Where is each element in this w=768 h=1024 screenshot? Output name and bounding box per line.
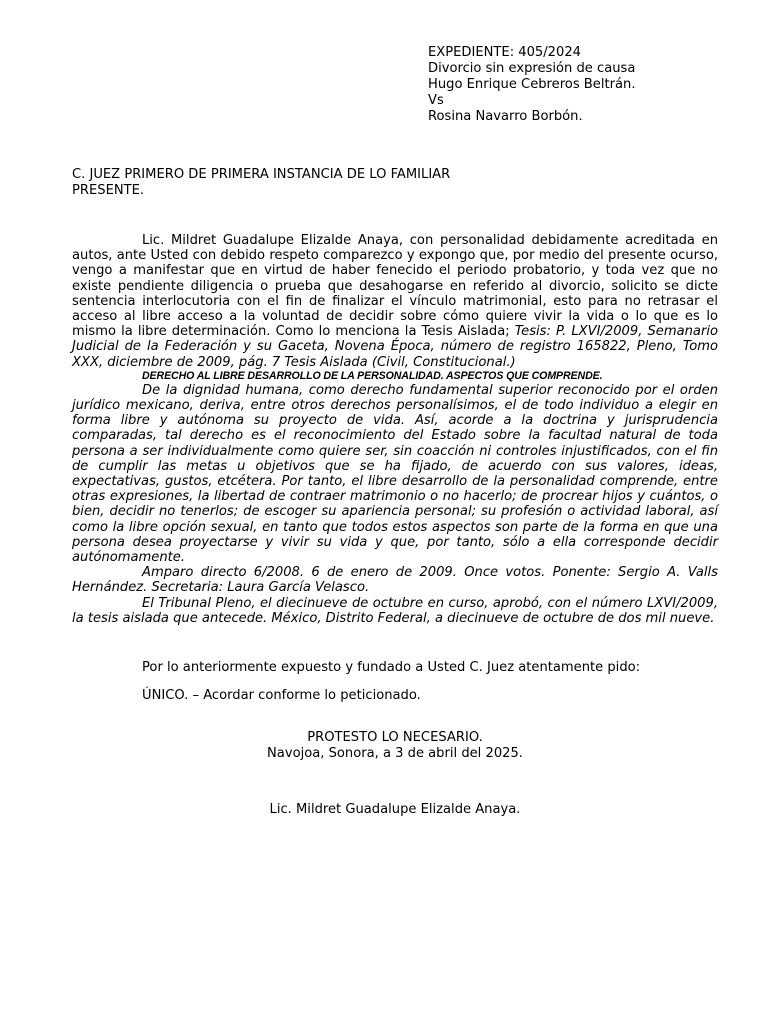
versus-label: Vs bbox=[428, 93, 444, 108]
thesis-text: De la dignidad humana, como derecho fundamental superior reconocido por el orden jurídico mexicano, deriva, entre otros derechos personalísimos, el de todo individuo a elegir en forma libre y autónoma su proyecto de vida. Así, acorde a la doctrina y jurisprudencia comparadas, tal derecho es el reconocimiento del Estado sobre la facultad natural de toda persona a ser individualmente como quiere ser, sin coacción ni controles injustificados, con el fin de cumplir las metas u objetivos que se ha fijado, de acuerdo con sus valores, ideas, expectativas, gustos, etcétera. Por tanto, el libre desarrollo de la personalidad comprende, entre otras expresiones, la libertad de contraer matrimonio o no hacerlo; de procrear hijos y cuántos, o bien, decidir no tenerlos; de escoger su apariencia personal; su profesión o actividad laboral, así como la libre opción sexual, en tanto que todos estos aspectos son parte de la forma en que una persona desea proyectarse y vivir su vida y que, por tanto, sólo a ella corresponde decidir autónomamente. bbox=[72, 382, 718, 566]
place-date-line: Navojoa, Sonora, a 3 de abril del 2025. bbox=[267, 746, 523, 761]
signature-name: Lic. Mildret Guadalupe Elizalde Anaya. bbox=[269, 802, 521, 817]
addressee-present: PRESENTE. bbox=[72, 182, 145, 198]
thesis-title: DERECHO AL LIBRE DESARROLLO DE LA PERSONALIDAD. ASPECTOS QUE COMPRENDE. bbox=[142, 369, 603, 382]
petition-unique bbox=[72, 688, 718, 703]
petition-request bbox=[72, 660, 718, 675]
addressee-block bbox=[72, 167, 722, 198]
addressee-judge: C. JUEZ PRIMERO DE PRIMERA INSTANCIA DE LO FAMILIAR bbox=[72, 167, 451, 182]
document-body bbox=[72, 233, 718, 626]
protest-line: PROTESTO LO NECESARIO. bbox=[307, 730, 483, 745]
approval-text: El Tribunal Pleno, el diecinueve de octubre en curso, aprobó, con el número LXVI/2009, la tesis aislada que antecede. México, Distrito Federal, a diecinueve de octubre de dos mil nueve. bbox=[72, 595, 718, 626]
petition-request-text: Por lo anteriormente expuesto y fundado a Usted C. Juez atentamente pido: bbox=[142, 660, 641, 675]
plaintiff-name: Hugo Enrique Cebreros Beltrán. bbox=[428, 77, 636, 92]
defendant-name: Rosina Navarro Borbón. bbox=[428, 109, 583, 124]
precedent-text: Amparo directo 6/2008. 6 de enero de 2009. Once votos. Ponente: Sergio A. Valls Hernández. Secretaria: Laura García Velasco. bbox=[72, 565, 718, 596]
case-type: Divorcio sin expresión de causa bbox=[428, 61, 636, 76]
case-header bbox=[428, 45, 758, 125]
intro-paragraph bbox=[72, 233, 718, 370]
thesis-citation: Tesis: P. LXVI/2009, Semanario Judicial de la Federación y su Gaceta, Novena Época, número de registro 165822, Pleno, Tomo XXX, diciembre de 2009, pág. 7 Tesis Aislada (Civil, Constitucional.) bbox=[72, 324, 718, 370]
case-number: EXPEDIENTE: 405/2024 bbox=[428, 45, 581, 60]
petition-unique-text: ÚNICO. – Acordar conforme lo peticionado. bbox=[142, 688, 421, 703]
intro-text: Lic. Mildret Guadalupe Elizalde Anaya, con personalidad debidamente acreditada en autos, ante Usted con debido respeto comparezco y expongo que, por medio del presente ocurso, vengo a manifestar que en virtud de haber fenecido el periodo probatorio, y toda vez que no existe pendiente diligencia o prueba que desahogarse en referido al divorcio, solicito se dicte sentencia interlocutoria con el fin de finalizar el vínculo matrimonial, esto para no retrasar el acceso al libre acceso a la voluntad de decidir sobre cómo quiere vivir la vida o lo que es lo mismo la libre determinación. Como lo menciona la Tesis Aislada; bbox=[72, 233, 718, 340]
signature-block bbox=[72, 802, 718, 818]
closing-block bbox=[72, 730, 718, 762]
